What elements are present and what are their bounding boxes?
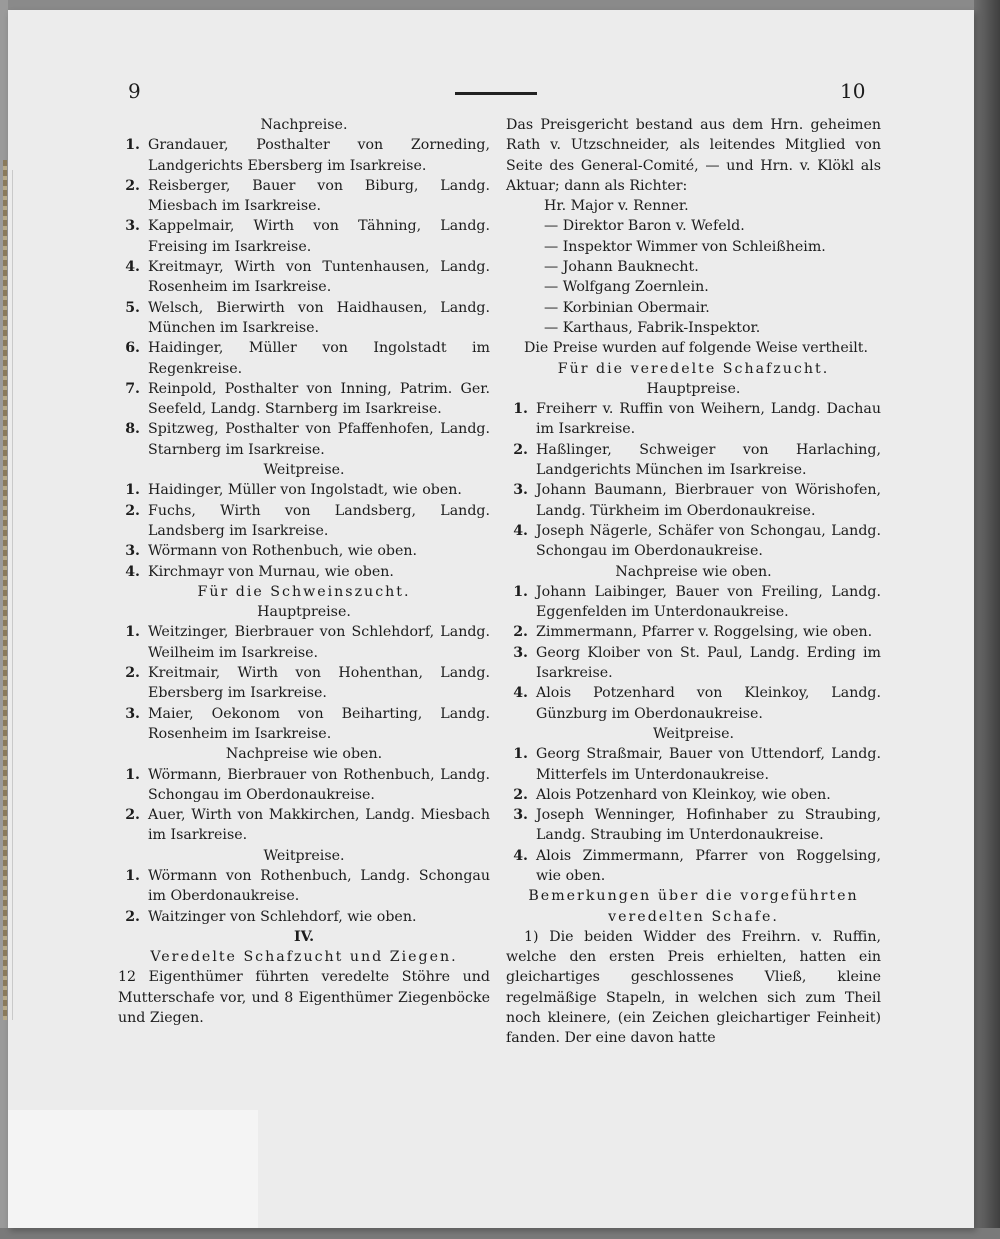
list-item-number: 2.	[125, 665, 140, 682]
list-item	[506, 805, 881, 846]
list-item-number: 1.	[125, 624, 140, 641]
list-item-text: Auer, Wirth von Makkirchen, Landg. Miesbach im Isarkreise.	[148, 807, 490, 844]
list-item-number: 2.	[513, 624, 528, 641]
list-item	[506, 480, 881, 521]
list-item-text: Freiherr v. Ruffin von Weihern, Landg. Dachau im Isarkreise.	[536, 401, 881, 438]
list-item	[506, 683, 881, 724]
list-item	[506, 846, 881, 887]
section-heading: Hauptpreise.	[257, 604, 351, 621]
section-heading: Weitpreise.	[263, 462, 345, 479]
list-item	[506, 440, 881, 481]
list-item-text: Kreitmair, Wirth von Hohenthan, Landg. Ebersberg im Isarkreise.	[148, 665, 490, 702]
list-item-text: Welsch, Bierwirth von Haidhausen, Landg. München im Isarkreise.	[148, 299, 490, 336]
list-item	[118, 541, 490, 561]
list-item-text: Kreitmayr, Wirth von Tuntenhausen, Landg. Rosenheim im Isarkreise.	[148, 259, 490, 296]
list-item-text: Waitzinger von Schlehdorf, wie oben.	[148, 908, 417, 925]
list-item-number: 8.	[125, 421, 140, 438]
scan-border-top	[0, 0, 1000, 10]
list-item-number: 1.	[125, 766, 140, 783]
list-item-number: 3.	[513, 807, 528, 824]
list-item	[118, 622, 490, 663]
paragraph: Die Preise wurden auf folgende Weise vertheilt.	[524, 340, 869, 357]
list-item-text: Haidinger, Müller von Ingolstadt im Regenkreise.	[148, 340, 490, 377]
judge-entry: — Karthaus, Fabrik-Inspektor.	[544, 319, 761, 336]
list-item-text: Haidinger, Müller von Ingolstadt, wie oben.	[148, 482, 462, 499]
list-item-number: 2.	[125, 908, 140, 925]
list-item-text: Zimmermann, Pfarrer v. Roggelsing, wie oben.	[536, 624, 873, 641]
list-item-text: Georg Kloiber von St. Paul, Landg. Erding im Isarkreise.	[536, 644, 881, 682]
judge-entry: — Direktor Baron v. Wefeld.	[544, 218, 745, 235]
binding-thread	[3, 160, 7, 1020]
list-item	[118, 805, 490, 846]
list-item	[506, 622, 881, 642]
list-item-text: Joseph Nägerle, Schäfer von Schongau, Landg. Schongau im Oberdonaukreise.	[536, 522, 881, 560]
list-item-text: Haßlinger, Schweiger von Harlaching, Landgerichts München im Isarkreise.	[536, 441, 881, 479]
list-item-text: Joseph Wenninger, Hofinhaber zu Straubing, Landg. Straubing im Unterdonaukreise.	[536, 807, 881, 844]
section-title: Bemerkungen über die vorgeführten veredelten Schafe.	[528, 888, 859, 925]
list-item-text: Fuchs, Wirth von Landsberg, Landg. Landsberg im Isarkreise.	[148, 502, 490, 539]
page-number-right: 10	[840, 79, 866, 103]
list-item	[118, 176, 490, 217]
section-number: IV.	[293, 928, 315, 945]
list-item-number: 1.	[513, 583, 528, 600]
list-item-number: 3.	[125, 218, 140, 235]
paragraph: Das Preisgericht bestand aus dem Hrn. geheimen Rath v. Utzschneider, als leitendes Mitglied von Seite des General-Comité, — und Hrn. v. Klökl als Aktuar; dann als Richter:	[506, 117, 881, 194]
list-item-number: 3.	[513, 644, 528, 661]
list-item-text: Alois Potzenhard von Kleinkoy, wie oben.	[536, 786, 831, 803]
list-item-text: Wörmann von Rothenbuch, wie oben.	[148, 543, 418, 560]
list-item-text: Alois Zimmermann, Pfarrer von Roggelsing, wie oben.	[536, 847, 881, 884]
paper-patch	[8, 1110, 258, 1228]
judge-entry: — Korbinian Obermair.	[544, 299, 710, 316]
list-item	[118, 257, 490, 298]
section-heading: Nachpreise wie oben.	[615, 563, 772, 580]
list-item	[118, 501, 490, 542]
list-item	[506, 521, 881, 562]
list-item-text: Wörmann, Bierbrauer von Rothenbuch, Landg. Schongau im Oberdonaukreise.	[148, 766, 490, 803]
left-text-column	[118, 115, 490, 1028]
list-item	[118, 704, 490, 745]
header-rule	[455, 92, 537, 95]
list-item	[118, 765, 490, 806]
list-item	[506, 643, 881, 684]
list-item-text: Maier, Oekonom von Beiharting, Landg. Rosenheim im Isarkreise.	[148, 705, 490, 742]
list-item	[506, 582, 881, 623]
scan-border-bottom	[0, 1228, 1000, 1239]
list-item-text: Reisberger, Bauer von Biburg, Landg. Miesbach im Isarkreise.	[148, 177, 490, 215]
judge-entry: — Wolfgang Zoernlein.	[544, 279, 709, 296]
list-item-text: Alois Potzenhard von Kleinkoy, Landg. Günzburg im Oberdonaukreise.	[536, 685, 881, 722]
paragraph: 1) Die beiden Widder des Freihrn. v. Ruffin, welche den ersten Preis erhielten, hatten ein gleichartiges geschlossenes Vließ, kleine regelmäßige Stapeln, in welchen sich zum Theil noch kleinere, (ein Zeichen gleichartiger Feinheit) fanden. Der eine davon hatte	[506, 928, 881, 1047]
page-number-left: 9	[128, 79, 141, 103]
list-item-number: 1.	[513, 746, 528, 763]
list-item-number: 1.	[125, 137, 140, 154]
section-heading: Nachpreise wie oben.	[225, 746, 383, 763]
list-item-number: 1.	[125, 867, 140, 884]
paragraph: 12 Eigenthümer führten veredelte Stöhre und Mutterschafe vor, und 8 Eigenthümer Ziegenböcke und Ziegen.	[118, 969, 490, 1027]
list-item	[118, 298, 490, 339]
section-heading: Nachpreise.	[260, 117, 348, 133]
list-item-number: 3.	[125, 543, 140, 560]
list-item	[506, 399, 881, 440]
scan-border-right	[974, 0, 1000, 1239]
list-item-number: 5.	[125, 299, 140, 316]
list-item-number: 2.	[125, 502, 140, 519]
list-item-number: 1.	[513, 401, 528, 418]
list-item-text: Kirchmayr von Murnau, wie oben.	[148, 563, 394, 580]
list-item	[506, 744, 881, 785]
list-item-number: 2.	[125, 177, 140, 194]
list-item-number: 7.	[125, 380, 140, 397]
list-item	[118, 562, 490, 582]
judge-entry: — Johann Bauknecht.	[544, 259, 699, 276]
list-item-number: 1.	[125, 482, 140, 499]
section-heading: Weitpreise.	[263, 847, 345, 864]
list-item	[118, 663, 490, 704]
list-item-number: 4.	[125, 563, 140, 580]
binding-crease	[12, 170, 13, 1020]
section-heading: Hauptpreise.	[646, 380, 741, 397]
list-item	[118, 907, 490, 927]
judge-entry: — Inspektor Wimmer von Schleißheim.	[544, 238, 826, 255]
list-item-text: Kappelmair, Wirth von Tähning, Landg. Freising im Isarkreise.	[148, 218, 490, 255]
list-item-text: Weitzinger, Bierbrauer von Schlehdorf, Landg. Weilheim im Isarkreise.	[148, 624, 490, 661]
section-heading: Weitpreise.	[652, 725, 735, 742]
list-item-number: 3.	[125, 705, 140, 722]
list-item	[506, 785, 881, 805]
list-item	[118, 419, 490, 460]
list-item-text: Spitzweg, Posthalter von Pfaffenhofen, Landg. Starnberg im Isarkreise.	[148, 421, 490, 458]
list-item-number: 2.	[513, 441, 528, 458]
list-item-number: 2.	[125, 807, 140, 824]
list-item	[118, 135, 490, 176]
list-item-number: 4.	[513, 522, 528, 539]
list-item-text: Johann Laibinger, Bauer von Freiling, Landg. Eggenfelden im Unterdonaukreise.	[536, 583, 881, 621]
list-item	[118, 338, 490, 379]
list-item-text: Grandauer, Posthalter von Zorneding, Landgerichts Ebersberg im Isarkreise.	[148, 137, 490, 174]
list-item	[118, 216, 490, 257]
list-item-text: Reinpold, Posthalter von Inning, Patrim. Ger. Seefeld, Landg. Starnberg im Isarkreise.	[148, 380, 490, 418]
list-item	[118, 379, 490, 420]
list-item-text: Johann Baumann, Bierbrauer von Wörishofen, Landg. Türkheim im Oberdonaukreise.	[536, 482, 881, 519]
list-item-number: 2.	[513, 786, 528, 803]
list-item-text: Georg Straßmair, Bauer von Uttendorf, Landg. Mitterfels im Unterdonaukreise.	[536, 746, 881, 783]
section-title: Für die veredelte Schafzucht.	[557, 360, 830, 377]
list-item	[118, 480, 490, 500]
list-item	[118, 866, 490, 907]
list-item-number: 3.	[513, 482, 528, 499]
list-item-number: 4.	[513, 847, 528, 864]
section-title: Für die Schweinszucht.	[197, 583, 411, 600]
list-item-number: 4.	[513, 685, 528, 702]
list-item-text: Wörmann von Rothenbuch, Landg. Schongau im Oberdonaukreise.	[148, 867, 490, 905]
right-text-column	[506, 115, 881, 1049]
judge-entry: Hr. Major v. Renner.	[544, 198, 689, 215]
list-item-number: 6.	[125, 340, 140, 357]
list-item-number: 4.	[125, 259, 140, 276]
section-title: Veredelte Schafzucht und Ziegen.	[150, 949, 458, 966]
